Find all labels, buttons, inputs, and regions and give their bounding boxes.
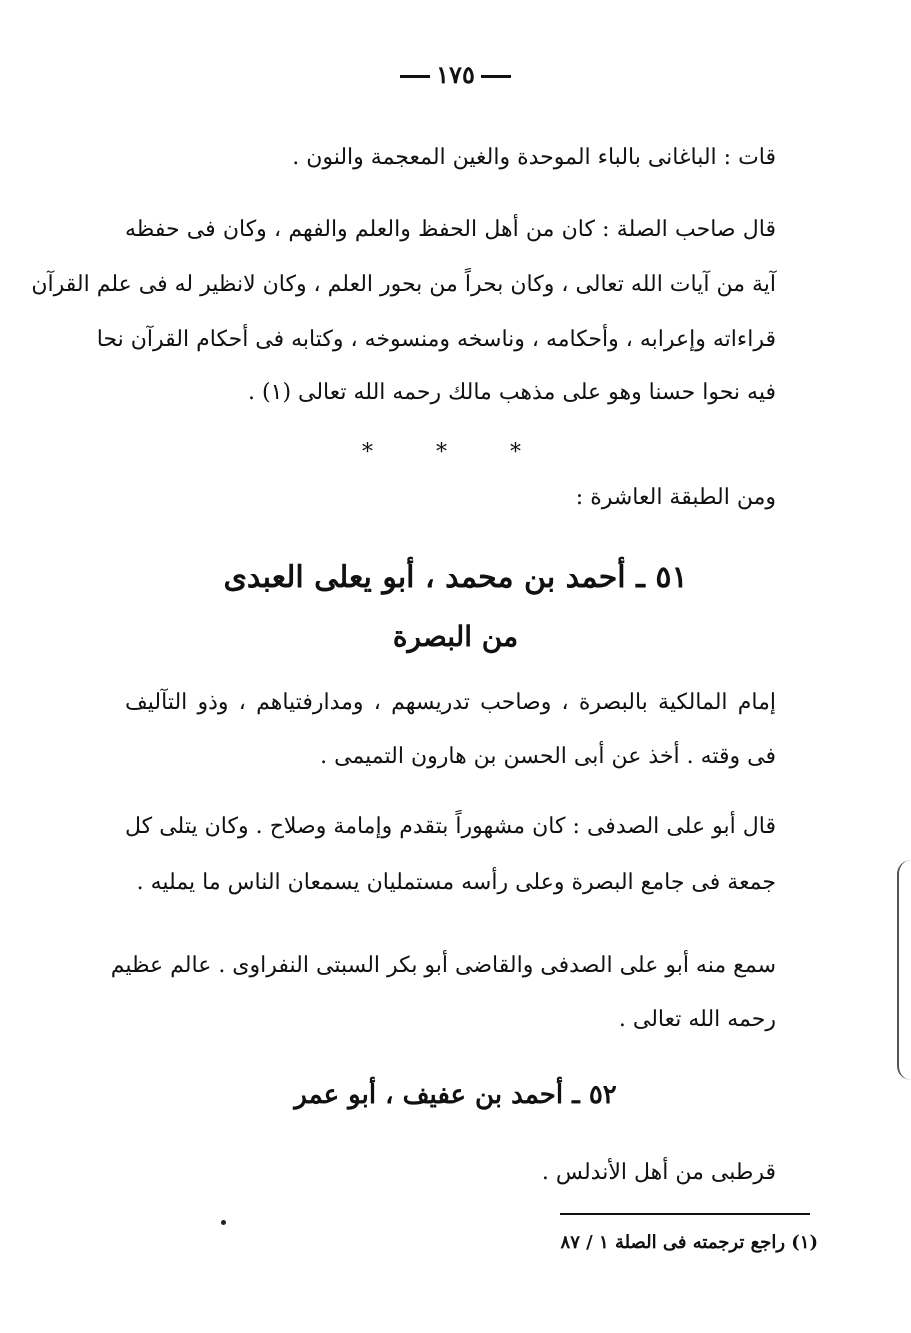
paragraph-line: قراءاته وإعرابه ، وأحكامه ، وناسخه ومنسوخه ، وكتابه فى أحكام القرآن نحا bbox=[96, 327, 776, 352]
entry-51-line: جمعة فى جامع البصرة وعلى رأسه مستمليان يسمعان الناس ما يمليه . bbox=[136, 870, 776, 895]
intro-line: قات : الباغانى بالباء الموحدة والغين المعجمة والنون . bbox=[292, 145, 776, 170]
dash-right bbox=[481, 75, 511, 78]
dash-left bbox=[400, 75, 430, 78]
entry-51-title: ٥١ ـ أحمد بن محمد ، أبو يعلى العبدى bbox=[223, 560, 688, 595]
footnote: (١) راجع ترجمته فى الصلة ١ / ٨٧ bbox=[560, 1232, 818, 1253]
entry-51-line: قال أبو على الصدفى : كان مشهوراً بتقدم وإمامة وصلاح . وكان يتلى كل bbox=[125, 814, 776, 839]
paragraph-line: آية من آيات الله تعالى ، وكان بحراً من بحور العلم ، وكان لانظير له فى علم القرآن bbox=[31, 272, 776, 297]
page-number-text: ١٧٥ bbox=[436, 60, 475, 89]
entry-51-line: إمام المالكية بالبصرة ، وصاحب تدريسهم ، ومدارفتياهم ، وذو التآليف bbox=[125, 690, 776, 715]
entry-52-line: قرطبى من أهل الأندلس . bbox=[541, 1160, 776, 1185]
section-separator: * * * bbox=[362, 440, 549, 465]
footnote-divider bbox=[560, 1213, 810, 1215]
entry-51-line: فى وقته . أخذ عن أبى الحسن بن هارون التميمى . bbox=[320, 744, 776, 769]
page-number bbox=[0, 60, 911, 89]
scan-speck bbox=[221, 1220, 226, 1225]
paragraph-line: قال صاحب الصلة : كان من أهل الحفظ والعلم والفهم ، وكان فى حفظه bbox=[125, 217, 776, 242]
entry-51-subtitle: من البصرة bbox=[392, 620, 519, 653]
paragraph-line: فيه نحوا حسنا وهو على مذهب مالك رحمه الله تعالى (١) . bbox=[248, 380, 776, 405]
entry-51-line: سمع منه أبو على الصدفى والقاضى أبو بكر السبتى النفراوى . عالم عظيم bbox=[110, 953, 776, 978]
section-intro: ومن الطبقة العاشرة : bbox=[575, 485, 776, 510]
entry-51-line: رحمه الله تعالى . bbox=[618, 1007, 776, 1032]
scan-margin-mark bbox=[897, 860, 911, 1080]
entry-52-title: ٥٢ ـ أحمد بن عفيف ، أبو عمر bbox=[294, 1080, 617, 1110]
